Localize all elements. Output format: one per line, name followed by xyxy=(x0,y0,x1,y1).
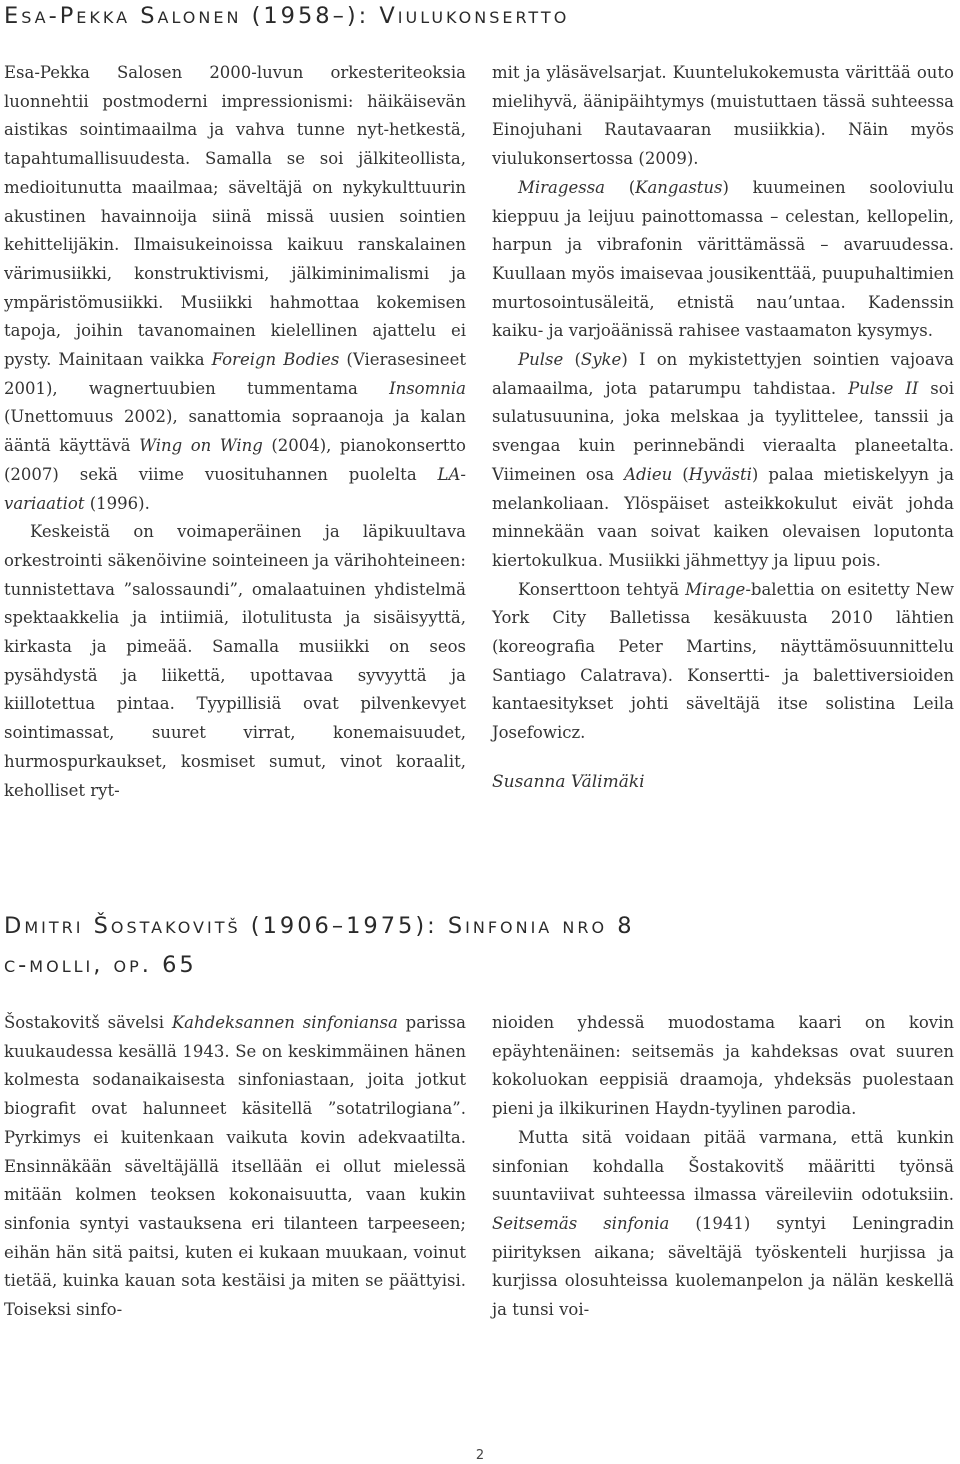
author-signature: Susanna Välimäki xyxy=(492,771,645,792)
paragraph: Mutta sitä voidaan pitää varmana, että kunkin sinfonian kohdalla Šostakovitš määritti työnsä suuntaviivat suhteessa ilmassa väreileviin odotuksiin. Seitsemäs sinfonia (1941) syntyi Leningradin piirityksen aikana; säveltäjä työskenteli hurjissa ja kurjissa olosuhteissa kuolemanpelon ja nälän keskellä ja tunsi voi- xyxy=(492,1127,954,1320)
page-number: 2 xyxy=(475,1448,485,1463)
section-heading-shostakovich-subtitle: c-molli, op. 65 xyxy=(4,952,197,978)
salonen-column-right xyxy=(492,59,954,797)
paragraph: Konserttoon tehtyä Mirage-balettia on esitetty New York City Balletissa kesäkuusta 2010 lähtien (koreografia Peter Martins, näyttämösuunnittelu Santiago Calatrava). Konsertti- ja balettiversioiden kantaesitykset johti säveltäjä itse solistina Leila Josefowicz. xyxy=(492,579,954,743)
section-heading-salonen: Esa-Pekka Salonen (1958–): Viulukonsertto xyxy=(4,3,570,29)
paragraph: Šostakovitš sävelsi Kahdeksannen sinfoniansa parissa kuukaudessa kesällä 1943. Se on keskimmäinen hänen kolmesta sodanaikaisesta sinfoniastaan, joita jotkut biografit ovat halunneet käsitellä ”sotatrilogiana”. Pyrkimys ei kuitenkaan vaikuta kovin adekvaatilta. Ensinnäkään säveltäjällä itsellään ei ollut mielessä mitään kolmen teoksen kokonaisuutta, vaan kukin sinfonia syntyi vastauksena eri tilanteen tarpeeseen; eihän hän sitä paitsi, kuten ei kukaan muukaan, voinut tietää, kuinka kauan sota kestäisi ja miten se päättyisi. Toiseksi sinfo- xyxy=(4,1013,466,1320)
paragraph: mit ja yläsävelsarjat. Kuuntelukokemusta värittää outo mielihyvä, äänipäihtymys (muistuttaen tässä suhteessa Einojuhani Rautavaaran musiikkia). Näin myös viulukonsertossa (2009). xyxy=(492,63,954,169)
shostakovich-column-left xyxy=(4,1009,466,1325)
paragraph: Miragessa (Kangastus) kuumeinen sooloviulu kieppuu ja leijuu painottomassa – celestan, kellopelin, harpun ja vibrafonin värittämässä – avaruudessa. Kuullaan myös imaisevaa jousikenttää, puupuhaltimien murtosointusäleitä, etnistä nau’untaa. Kadenssin kaiku- ja varjoäänissä rahisee vastaamaton kysymys. xyxy=(492,177,954,341)
shostakovich-column-right xyxy=(492,1009,954,1325)
paragraph: Keskeistä on voimaperäinen ja läpikuultava orkestrointi säkenöivine sointeineen ja värihohteineen: tunnistettava ”salossaundi”, omalaatuinen yhdistelmä spektaakkelia ja intiimiä, ilotulitusta ja sisäisyyttä, kirkasta ja pimeää. Samalla musiikki on seos pysähdystä ja liikettä, upottavaa syvyyttä ja kiillotettua pintaa. Tyypillisiä ovat pilvenkevyet sointimassat, suuret virrat, konemaisuudet, hurmospurkaukset, kosmiset sumut, vinot koraalit, keholliset ryt- xyxy=(4,522,466,800)
paragraph: Esa-Pekka Salosen 2000-luvun orkesteriteoksia luonnehtii postmoderni impressionismi: häikäisevän aistikas sointimaailma ja vahva tunne nyt-hetkestä, tapahtumallisuudesta. Samalla se soi jälkiteollista, medioitunutta maailmaa; säveltäjä on nykykulttuurin akustinen havainnoija siinä missä uusien sointien kehittelijäkin. Ilmaisukeinoissa kaikuu ranskalainen värimusiikki, konstruktivismi, jälkiminimalismi ja ympäristömusiikki. Musiikki hahmottaa kokemisen tapoja, joihin tavanomainen kielellinen ajattelu ei pysty. Mainitaan vaikka Foreign Bodies (Vierasesineet 2001), wagnertuubien tummentama Insomnia (Unettomuus 2002), sanattomia sopraanoja ja kalan ääntä käyttävä Wing on Wing (2004), pianokonsertto (2007) sekä viime vuosituhannen puolelta LA-variaatiot (1996). xyxy=(4,63,466,513)
section-heading-shostakovich: Dmitri Šostakovitš (1906–1975): Sinfonia nro 8 xyxy=(4,913,635,939)
paragraph: nioiden yhdessä muodostama kaari on kovin epäyhtenäinen: seitsemäs ja kahdeksas ovat suuren kokoluokan eeppisiä draamoja, yhdeksäs puolestaan pieni ja ilkikurinen Haydn-tyylinen parodia. xyxy=(492,1013,954,1119)
paragraph: Pulse (Syke) I on mykistettyjen sointien vajoava alamaailma, jota patarumpu tahdistaa. Pulse II soi sulatusuunina, joka melskaa ja tyylittelee, tanssii ja svengaa kuin perinnebändi vieraalta planeetalta. Viimeinen osa Adieu (Hyvästi) palaa mietiskelyyn ja melankoliaan. Ylöspäiset asteikkokulut eivät johda minnekään vaan soivat kaiken olevaisen loputonta kiertokulkua. Musiikki jähmettyy ja lipuu pois. xyxy=(492,350,954,570)
salonen-column-left xyxy=(4,59,466,805)
